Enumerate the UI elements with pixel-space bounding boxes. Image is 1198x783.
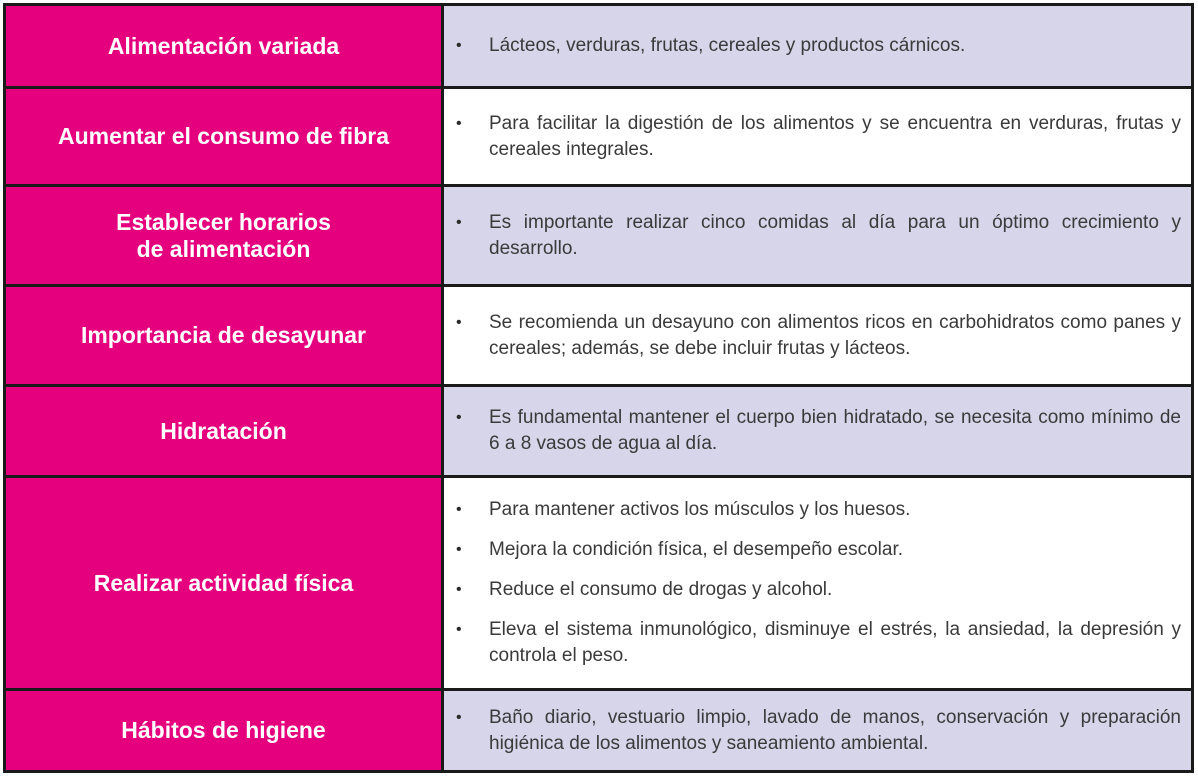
table-row	[6, 384, 1191, 475]
bullet-icon: •	[456, 313, 462, 331]
bullet-icon: •	[456, 37, 462, 54]
bullet-icon: •	[456, 213, 462, 231]
list-item	[456, 210, 1181, 262]
list-item	[456, 705, 1181, 757]
list-item-text: Es fundamental mantener el cuerpo bien hidratado, se necesita como mínimo de 6 a 8 vasos de agua al día.	[489, 407, 1181, 454]
list-item-text: Reduce el consumo de drogas y alcohol.	[489, 579, 833, 600]
row-label: Aumentar el consumo de fibra	[6, 89, 441, 184]
bullet-icon: •	[456, 409, 462, 426]
row-content	[441, 387, 1191, 475]
row-label: Hábitos de higiene	[6, 691, 441, 770]
list-item-text: Baño diario, vestuario limpio, lavado de manos, conservación y preparación higiénica de los alimentos y saneamiento ambiental.	[489, 706, 1181, 754]
table-row	[6, 284, 1191, 384]
list-item	[456, 310, 1181, 362]
list-item-text: Para mantener activos los músculos y los huesos.	[489, 499, 911, 520]
bullet-icon: •	[456, 114, 462, 132]
bullet-icon: •	[456, 541, 462, 558]
row-content	[441, 691, 1191, 770]
table-row	[6, 6, 1191, 86]
bullet-icon: •	[456, 708, 462, 726]
row-content	[441, 478, 1191, 688]
list-item	[456, 405, 1181, 457]
row-label: Realizar actividad física	[6, 478, 441, 688]
list-item-text: Eleva el sistema inmunológico, disminuye el estrés, la ansiedad, la depresión y controla el peso.	[489, 619, 1181, 666]
row-label: Establecer horarios de alimentación	[6, 187, 441, 284]
table-row	[6, 688, 1191, 770]
list-item	[456, 617, 1181, 669]
bullet-icon: •	[456, 621, 462, 638]
list-item	[456, 537, 1181, 563]
bullet-icon: •	[456, 581, 462, 598]
row-label: Importancia de desayunar	[6, 287, 441, 384]
table-row	[6, 184, 1191, 284]
row-label: Alimentación variada	[6, 6, 441, 86]
list-item	[456, 577, 1181, 603]
list-item-text: Mejora la condición física, el desempeño escolar.	[489, 539, 904, 560]
list-item-text: Para facilitar la digestión de los alimentos y se encuentra en verduras, frutas y cereales integrales.	[489, 112, 1181, 160]
habits-table	[3, 3, 1194, 773]
row-label: Hidratación	[6, 387, 441, 475]
list-item-text: Se recomienda un desayuno con alimentos ricos en carbohidratos como panes y cereales; además, se debe incluir frutas y lácteos.	[489, 311, 1181, 359]
table-row	[6, 86, 1191, 184]
bullet-icon: •	[456, 501, 462, 518]
table-row	[6, 475, 1191, 688]
list-item-text: Lácteos, verduras, frutas, cereales y productos cárnicos.	[489, 35, 966, 56]
row-content	[441, 89, 1191, 184]
row-content	[441, 6, 1191, 86]
list-item	[456, 33, 1181, 59]
list-item-text: Es importante realizar cinco comidas al día para un óptimo crecimiento y desarrollo.	[489, 211, 1181, 259]
list-item	[456, 497, 1181, 523]
row-content	[441, 287, 1191, 384]
row-content	[441, 187, 1191, 284]
list-item	[456, 111, 1181, 163]
